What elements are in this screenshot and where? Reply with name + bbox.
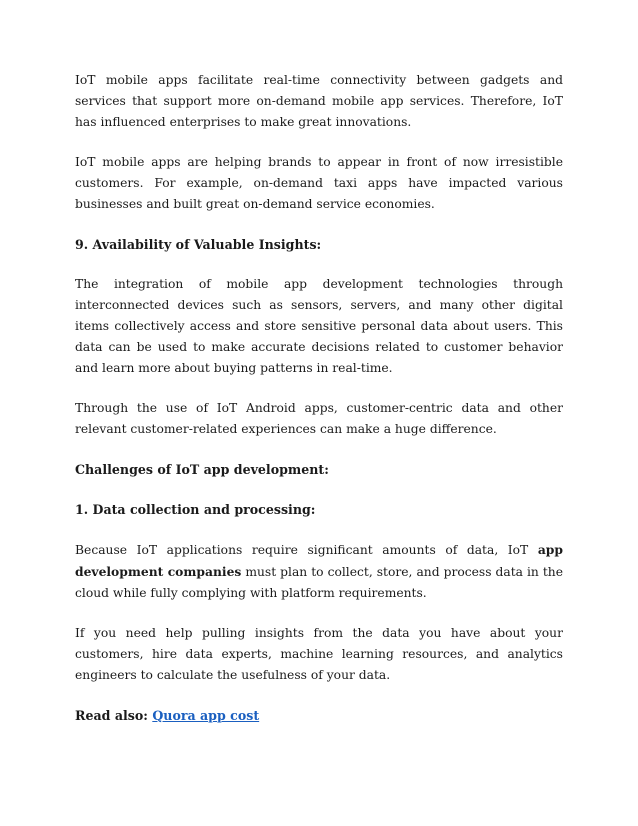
paragraph-android-apps: Through the use of IoT Android apps, customer-centric data and other relevant customer-related experiences can make a huge difference. [75, 401, 563, 436]
paragraph-data-requirements-post: must plan to collect, store, and process data in the cloud while fully complying with platform requirements. [75, 565, 563, 600]
document-page [75, 70, 563, 726]
paragraph-data-experts: If you need help pulling insights from the data you have about your customers, hire data experts, machine learning resources, and analytics engineers to calculate the usefulness of your data. [75, 626, 563, 682]
read-also-line [75, 705, 563, 726]
paragraph-integration: The integration of mobile app development technologies through interconnected devices such as sensors, servers, and many other digital items collectively access and store sensitive personal data about users. This data can be used to make accurate decisions related to customer behavior and learn more about buying patterns in real-time. [75, 277, 563, 375]
paragraph-iot-brands: IoT mobile apps are helping brands to appear in front of now irresistible customers. For example, on-demand taxi apps have impacted various businesses and built great on-demand service economies. [75, 155, 563, 211]
quora-app-cost-link[interactable]: Quora app cost [152, 708, 260, 723]
paragraph-iot-connectivity: IoT mobile apps facilitate real-time connectivity between gadgets and services that support more on-demand mobile app services. Therefore, IoT has influenced enterprises to make great innovations. [75, 73, 563, 129]
app-development-companies-term: app development companies [75, 542, 563, 579]
read-also-label: Read also: [75, 708, 148, 723]
paragraph-data-requirements-pre: Because IoT applications require significant amounts of data, IoT [75, 543, 538, 557]
heading-data-collection: 1. Data collection and processing: [75, 502, 316, 517]
paragraph-data-requirements [75, 539, 563, 604]
heading-valuable-insights: 9. Availability of Valuable Insights: [75, 237, 322, 252]
heading-challenges: Challenges of IoT app development: [75, 462, 329, 477]
